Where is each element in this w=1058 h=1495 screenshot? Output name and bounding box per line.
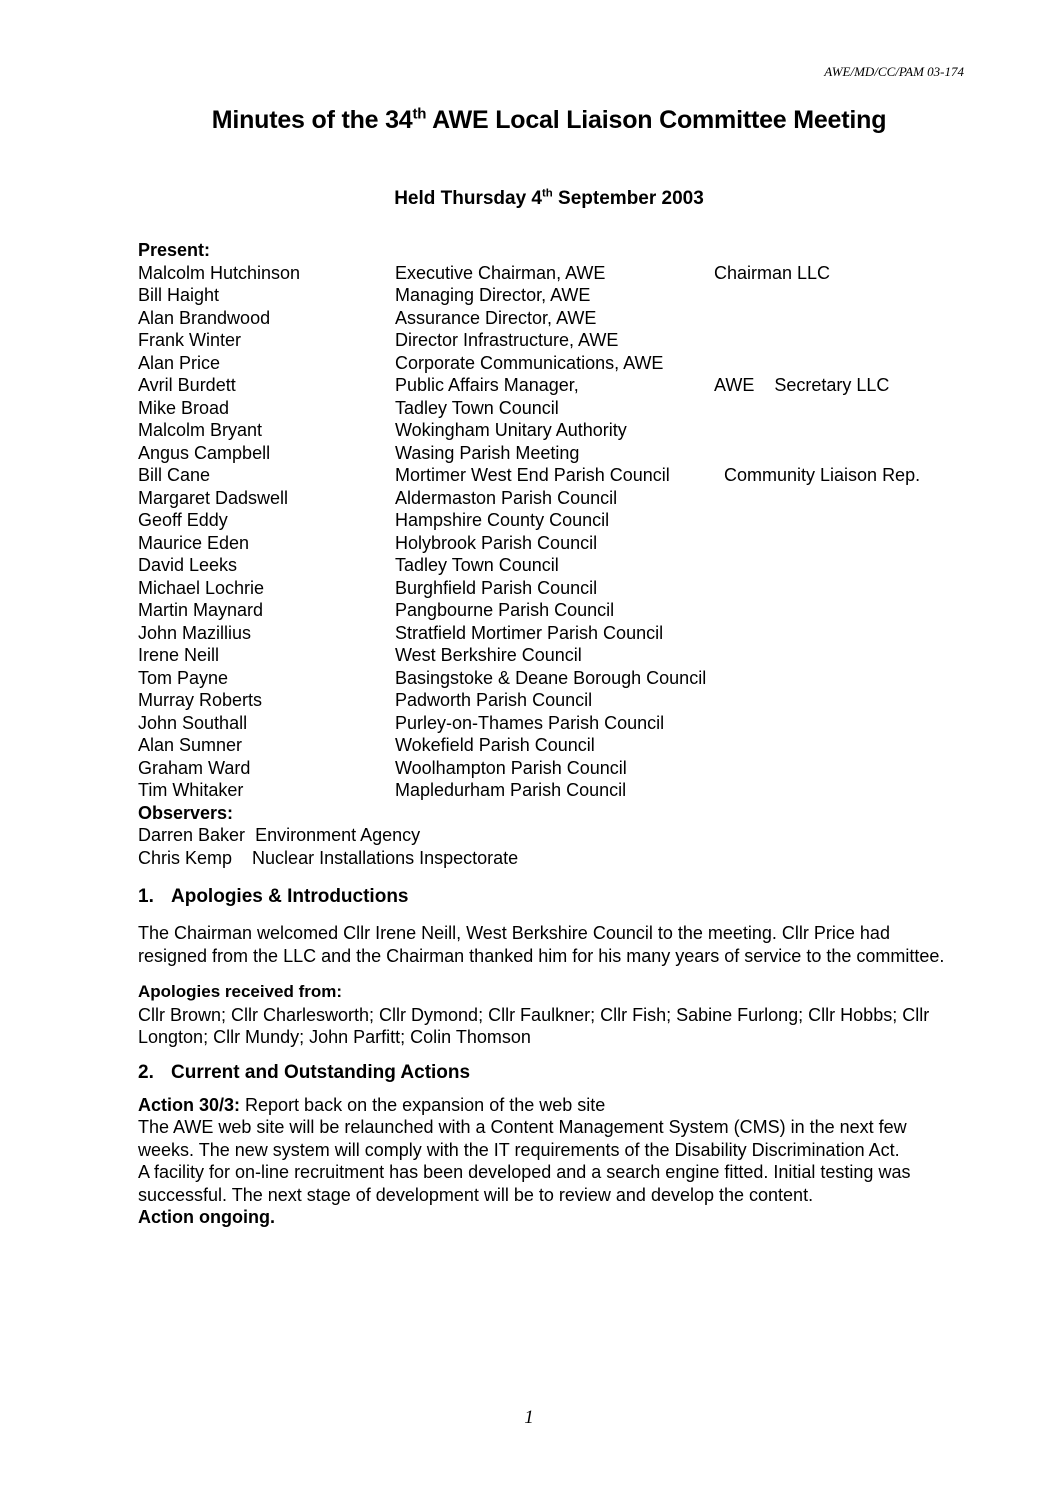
attendee-role: West Berkshire Council — [395, 645, 582, 665]
attendee-role: Hampshire County Council — [395, 510, 610, 530]
attendee-name: Angus Campbell — [138, 442, 271, 463]
attendee-row — [138, 284, 958, 307]
attendee-role: Mapledurham Parish Council — [395, 780, 627, 800]
attendee-note: AWE Secretary LLC — [714, 375, 890, 395]
date-superscript: th — [542, 187, 553, 200]
attendee-row — [138, 487, 958, 510]
attendee-name: John Mazillius — [138, 622, 252, 643]
attendee-name: David Leeks — [138, 555, 238, 575]
attendee-role: Tadley Town Council — [395, 555, 559, 575]
attendee-name: Margaret Dadswell — [138, 487, 289, 508]
action-update-paragraph: A facility for on-line recruitment has been developed and a search engine fitted. Initial testing was successful. The next stage of development will be to review and develop the content. — [138, 1162, 911, 1205]
attendee-role: Public Affairs Manager, — [395, 375, 579, 395]
attendee-name: Martin Maynard — [138, 600, 264, 620]
action-status: Action ongoing. — [138, 1207, 275, 1227]
attendee-role: Assurance Director, AWE — [395, 307, 597, 328]
attendee-row — [138, 532, 958, 555]
action-item — [138, 1094, 958, 1117]
attendee-role: Woolhampton Parish Council — [395, 757, 627, 778]
attendee-row — [138, 779, 958, 802]
action-update-paragraph: The AWE web site will be relaunched with a Content Management System (CMS) in the next few weeks. The new system will comply with the IT requirements of the Disability Discrimination Act. — [138, 1117, 907, 1160]
attendee-row — [138, 712, 958, 735]
attendee-name: Frank Winter — [138, 330, 242, 350]
attendee-role: Executive Chairman, AWE — [395, 262, 606, 283]
action-label: Action 30/3: — [138, 1094, 241, 1115]
observers-list — [138, 824, 958, 869]
date-text-start: Held Thursday 4 — [394, 188, 543, 209]
attendee-row — [138, 577, 958, 600]
apologies-list: Cllr Brown; Cllr Charlesworth; Cllr Dymond; Cllr Faulkner; Cllr Fish; Sabine Furlong; Cllr Hobbs; Cllr Longton; Cllr Mundy; John Parfitt; Colin Thomson — [138, 1004, 930, 1047]
attendee-role: Mortimer West End Parish Council — [395, 465, 670, 485]
attendee-row — [138, 464, 958, 487]
attendee-row — [138, 757, 958, 780]
attendee-name: Malcolm Hutchinson — [138, 262, 301, 283]
title-text-start: Minutes of the 34 — [211, 106, 413, 134]
observer-row — [138, 824, 958, 847]
attendee-role: Managing Director, AWE — [395, 285, 591, 305]
attendee-row — [138, 599, 958, 622]
document-title — [0, 106, 1058, 135]
attendee-role: Padworth Parish Council — [395, 690, 593, 710]
attendee-role: Wokingham Unitary Authority — [395, 420, 627, 440]
attendee-row — [138, 622, 958, 645]
attendee-name: Geoff Eddy — [138, 510, 228, 530]
attendee-name: Bill Haight — [138, 285, 220, 305]
attendee-name: Murray Roberts — [138, 690, 263, 710]
minutes-body — [138, 239, 958, 1229]
action-description: Report back on the expansion of the web site — [240, 1094, 606, 1115]
title-text-end: AWE Local Liaison Committee Meeting — [426, 106, 887, 134]
section-number: 1. — [138, 886, 154, 907]
date-text-end: September 2003 — [552, 188, 704, 209]
attendee-name: Avril Burdett — [138, 375, 236, 395]
attendee-name: Tom Payne — [138, 667, 229, 688]
page-number: 1 — [524, 1407, 534, 1428]
attendee-role: Burghfield Parish Council — [395, 577, 598, 598]
attendee-name: Alan Brandwood — [138, 307, 271, 328]
meeting-date — [0, 188, 1058, 210]
document-reference: AWE/MD/CC/PAM 03-174 — [824, 64, 964, 79]
attendee-role: Basingstoke & Deane Borough Council — [395, 667, 707, 688]
attendee-name: John Southall — [138, 712, 248, 733]
section-heading-actions — [138, 1062, 958, 1086]
attendee-name: Bill Cane — [138, 465, 211, 485]
attendee-note: Chairman LLC — [714, 262, 831, 283]
observer-role: Nuclear Installations Inspectorate — [252, 847, 519, 868]
attendee-row — [138, 644, 958, 667]
present-list — [138, 262, 958, 802]
attendee-row — [138, 262, 958, 285]
attendee-role: Tadley Town Council — [395, 397, 559, 418]
observer-name: Darren Baker — [138, 825, 246, 845]
attendee-name: Graham Ward — [138, 757, 251, 778]
welcome-paragraph: The Chairman welcomed Cllr Irene Neill, West Berkshire Council to the meeting. Cllr Price had resigned from the LLC and the Chairman thanked him for his many years of service to the committee. — [138, 923, 945, 966]
attendee-row — [138, 329, 958, 352]
apologies-heading: Apologies received from: — [138, 982, 343, 1001]
attendee-role: Stratfield Mortimer Parish Council — [395, 622, 664, 643]
title-superscript: th — [412, 105, 427, 123]
attendee-role: Director Infrastructure, AWE — [395, 330, 619, 350]
attendee-name: Michael Lochrie — [138, 577, 265, 598]
attendee-row — [138, 397, 958, 420]
section-heading-apologies — [138, 886, 958, 910]
section-title: Apologies & Introductions — [171, 886, 409, 907]
attendee-name: Malcolm Bryant — [138, 420, 263, 440]
attendee-name: Irene Neill — [138, 645, 220, 665]
attendee-role: Aldermaston Parish Council — [395, 487, 618, 508]
attendee-row — [138, 419, 958, 442]
attendee-row — [138, 307, 958, 330]
observer-row — [138, 847, 958, 870]
attendee-note: Community Liaison Rep. — [724, 465, 921, 485]
observers-heading: Observers: — [138, 802, 234, 823]
attendee-name: Tim Whitaker — [138, 780, 244, 800]
attendee-name: Alan Price — [138, 352, 221, 373]
attendee-row — [138, 442, 958, 465]
attendee-role: Wokefield Parish Council — [395, 735, 595, 755]
attendee-row — [138, 689, 958, 712]
section-title: Current and Outstanding Actions — [171, 1061, 471, 1083]
observer-name: Chris Kemp — [138, 847, 233, 868]
attendee-role: Pangbourne Parish Council — [395, 600, 615, 620]
attendee-row — [138, 509, 958, 532]
attendee-row — [138, 554, 958, 577]
attendee-name: Maurice Eden — [138, 532, 250, 553]
attendee-role: Holybrook Parish Council — [395, 532, 598, 553]
section-number: 2. — [138, 1061, 154, 1083]
attendee-role: Wasing Parish Meeting — [395, 442, 580, 463]
attendee-role: Corporate Communications, AWE — [395, 352, 664, 373]
attendee-row — [138, 374, 958, 397]
attendee-role: Purley-on-Thames Parish Council — [395, 712, 665, 733]
attendee-name: Mike Broad — [138, 397, 230, 418]
attendee-row — [138, 667, 958, 690]
attendee-name: Alan Sumner — [138, 735, 243, 755]
attendee-row — [138, 352, 958, 375]
observer-role: Environment Agency — [255, 825, 421, 845]
attendee-row — [138, 734, 958, 757]
present-heading: Present: — [138, 240, 211, 260]
